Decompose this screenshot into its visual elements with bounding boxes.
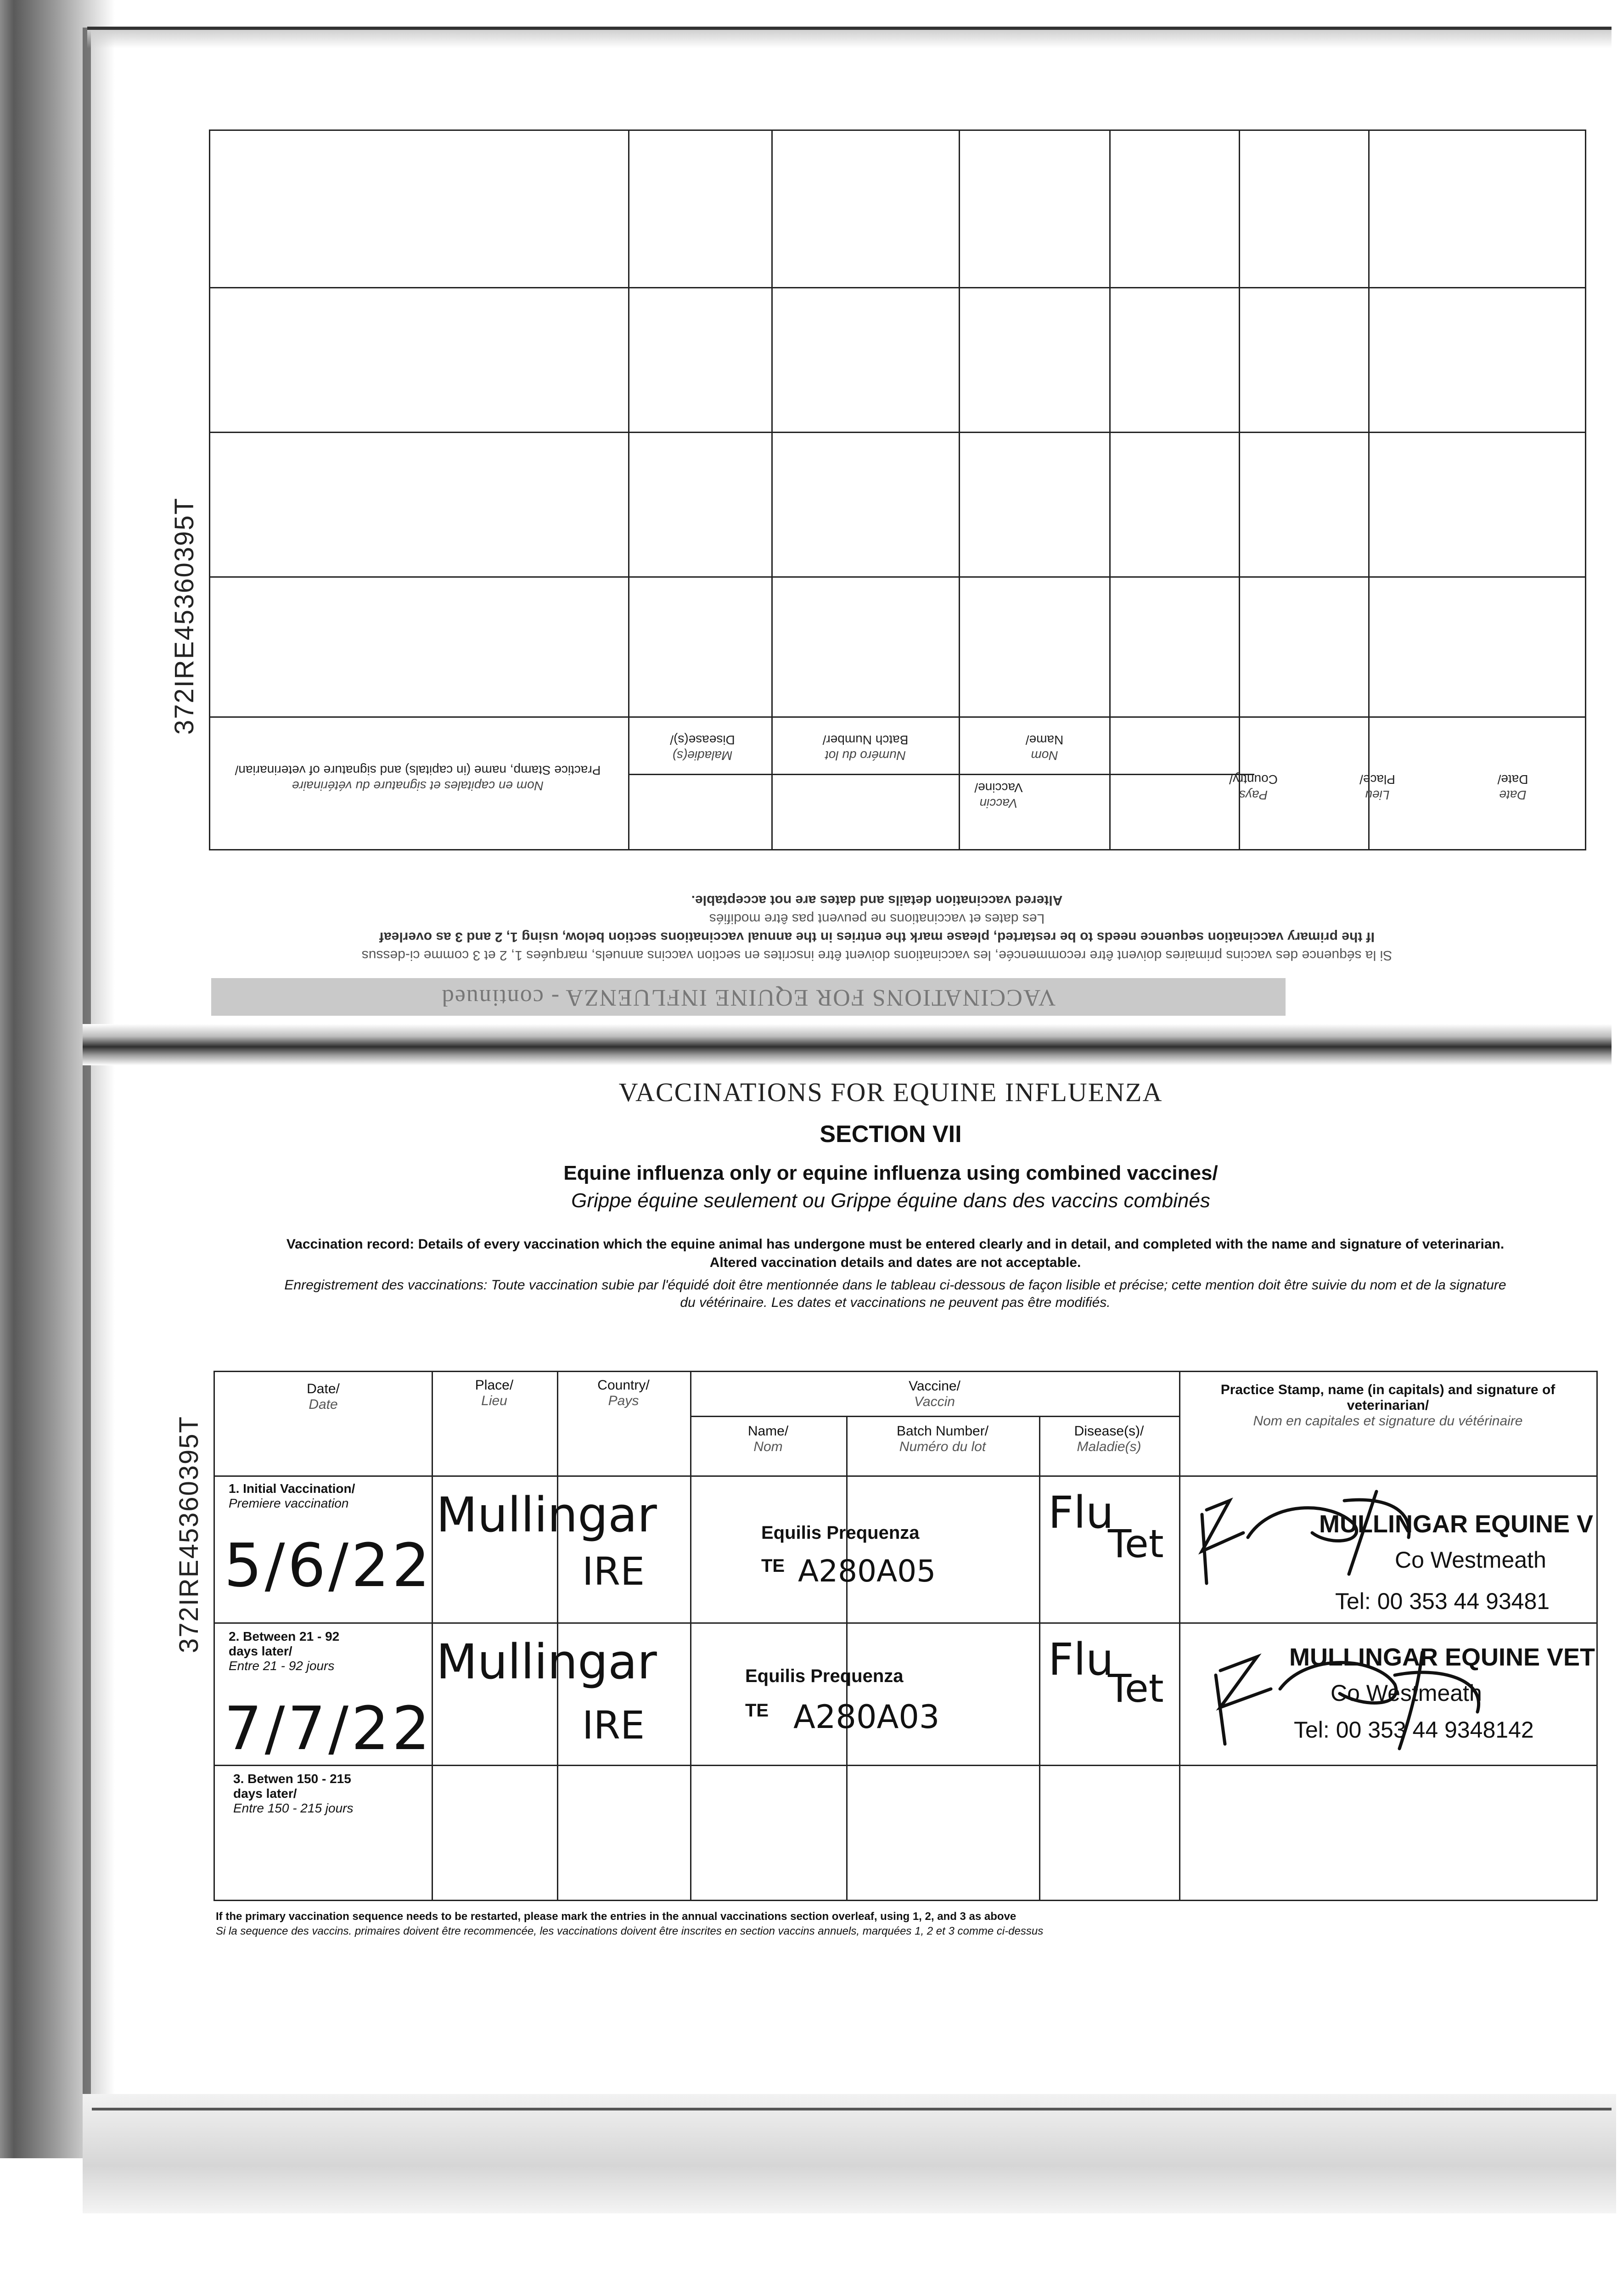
row-1-disease-2: Tet: [1108, 1521, 1164, 1566]
header-date-en: Date/: [307, 1381, 340, 1396]
footer-note-english: If the primary vaccination sequence needs to be restarted, please mark the entries in the annual vaccinations section overleaf, using 1, 2, and 3 as above: [216, 1910, 1016, 1923]
row-1-label: [229, 1481, 355, 1511]
row-3-label-en: 3. Betwen 150 - 215: [233, 1772, 351, 1786]
upper-header-name: Nom Name/: [1025, 733, 1064, 763]
subtitle-english: Equine influenza only or equine influenza using combined vaccines/: [563, 1162, 1218, 1184]
scan-shadow-left: [0, 0, 115, 2158]
header-name-en: Name/: [747, 1424, 789, 1439]
upper-header-disease: Maladie(s) Disease(s)/: [670, 733, 735, 763]
upper-note-altered-fr: Les dates et vaccinations ne peuvent pas être modifiés: [709, 911, 1045, 926]
header-batch-fr: Numéro du lot: [899, 1439, 986, 1454]
record-instructions-french: [211, 1277, 1579, 1311]
row-2-place: Mullingar: [436, 1634, 657, 1690]
row-1-label-fr: Premiere vaccination: [229, 1496, 349, 1510]
page-bottom-edge: [92, 2108, 1612, 2110]
header-country: [557, 1378, 690, 1409]
table-line: [690, 1416, 1179, 1417]
row-1-vaccine-name: Equilis Prequenza: [761, 1523, 920, 1543]
table-line: [215, 1475, 1598, 1477]
row-2-vaccine-name: Equilis Prequenza: [745, 1666, 904, 1686]
header-disease: [1039, 1424, 1179, 1455]
header-place: [432, 1378, 557, 1409]
header-vaccine-fr: Vaccin: [914, 1394, 955, 1409]
header-vaccine: [690, 1379, 1179, 1410]
grid-line: [210, 287, 1585, 288]
upper-header-country: Pays Country/: [1229, 772, 1278, 802]
upper-note-restart: If the primary vaccination sequence needs to be restarted, please mark the entries in the annual vaccinations section below, using 1, 2 and 3 as overleaf: [379, 929, 1375, 945]
table-line: [215, 1622, 1598, 1624]
row-1-place: Mullingar: [436, 1487, 657, 1543]
header-stamp-fr: Nom en capitales et signature du vétérinaire: [1253, 1413, 1523, 1429]
vaccination-table: [213, 1371, 1598, 1901]
header-name-fr: Nom: [753, 1439, 783, 1454]
row-2-label-fr: Entre 21 - 92 jours: [229, 1659, 335, 1673]
row-1-date: 5/6/22: [224, 1531, 433, 1600]
row-2-vaccine-type: TE: [745, 1700, 769, 1721]
row-1-signature: [1193, 1482, 1450, 1593]
page-top-edge: [87, 27, 1612, 30]
header-disease-en: Disease(s)/: [1074, 1424, 1144, 1439]
row-3-label-fr: Entre 150 - 215 jours: [233, 1801, 354, 1815]
header-vaccine-en: Vaccine/: [909, 1379, 960, 1394]
header-country-fr: Pays: [608, 1393, 639, 1408]
table-line: [1039, 1417, 1040, 1901]
table-line: [432, 1372, 433, 1901]
header-stamp-en: Practice Stamp, name (in capitals) and signature of veterinarian/: [1220, 1382, 1556, 1413]
row-1-label-en: 1. Initial Vaccination/: [229, 1481, 355, 1496]
upper-header-vaccine: Vaccin Vaccine/: [974, 781, 1023, 810]
header-batch-en: Batch Number/: [896, 1424, 989, 1439]
row-2-stamp-line1: MULLINGAR EQUINE VET: [1289, 1643, 1595, 1671]
header-name: [690, 1424, 846, 1455]
upper-header-date: Date Date/: [1497, 772, 1528, 802]
upper-notes: [257, 859, 1497, 964]
record-text-fr2: du vétérinaire. Les dates et vaccinations ne peuvent pas être modifiés.: [680, 1295, 1111, 1310]
row-2-date: 7/7/22: [224, 1694, 433, 1763]
row-3-label-en2: days later/: [233, 1786, 297, 1801]
row-2-disease-2: Tet: [1108, 1666, 1164, 1711]
row-2-label-en: 2. Between 21 - 92: [229, 1629, 340, 1643]
serial-number-upper: 372IRE45360395T: [169, 497, 199, 735]
row-2-signature: [1202, 1634, 1523, 1753]
page-bottom-shade: [83, 2094, 1616, 2213]
row-1-stamp-line3: Tel: 00 353 44 93481: [1335, 1588, 1550, 1614]
row-1-batch: A280A05: [798, 1553, 936, 1589]
header-place-fr: Lieu: [481, 1393, 507, 1408]
upper-note-restart-fr: Si la séquence des vaccins primaires doivent être recommencée, les vaccinations doivent être inscrites en section vaccins annuels, marquées 1, 2 et 3 comme ci-dessus: [361, 948, 1393, 963]
row-2-label: [229, 1629, 339, 1673]
header-disease-fr: Maladie(s): [1077, 1439, 1141, 1454]
section-heading: SECTION VII: [820, 1121, 962, 1148]
record-text-fr: Enregistrement des vaccinations: Toute vaccination subie par l'équidé doit être mentionnée dans le tableau ci-dessous de façon lisible et précise; cette mention doit être suivie du nom et de la signature: [284, 1277, 1506, 1293]
upper-header-stamp: Nom en capitales et signature du vétérinaire Practice Stamp, name (in capitals) and signature of veterinarian/: [235, 763, 601, 793]
header-country-en: Country/: [597, 1378, 650, 1393]
row-1-vaccine-type: TE: [761, 1556, 785, 1576]
header-date-fr: Date: [309, 1397, 338, 1412]
page-fold: [83, 1024, 1612, 1065]
row-1-stamp-line1: MULLINGAR EQUINE V: [1319, 1510, 1594, 1538]
header-batch: [846, 1424, 1039, 1455]
upper-title-band-text: VACCINATIONS FOR EQUINE INFLUENZA - continued: [441, 985, 1056, 1011]
serial-number-lower: 372IRE45360395T: [174, 1416, 204, 1653]
grid-line: [210, 576, 1585, 578]
upper-header-batch: Numéro du lot Batch Number/: [822, 733, 909, 763]
grid-line: [210, 432, 1585, 433]
table-line: [846, 1417, 848, 1901]
row-2-stamp-line3: Tel: 00 353 44 9348142: [1294, 1717, 1534, 1743]
upper-header-place: Lieu Place/: [1359, 772, 1395, 802]
row-2-batch: A280A03: [793, 1698, 940, 1736]
header-stamp: [1184, 1382, 1592, 1429]
page-title: VACCINATIONS FOR EQUINE INFLUENZA: [618, 1077, 1163, 1107]
row-2-country: IRE: [582, 1703, 645, 1748]
subtitle-french: Grippe équine seulement ou Grippe équine dans des vaccins combinés: [571, 1189, 1210, 1212]
header-place-en: Place/: [475, 1378, 514, 1393]
table-line: [1179, 1372, 1180, 1901]
row-1-disease: Flu: [1048, 1487, 1114, 1538]
scan-edge-line: [83, 28, 91, 2122]
record-instructions-english: [211, 1235, 1579, 1272]
upper-table-headers: [209, 716, 1586, 822]
page-top-shade: [87, 30, 1612, 48]
row-2-disease: Flu: [1048, 1634, 1114, 1685]
row-1-stamp-line2: Co Westmeath: [1395, 1547, 1546, 1573]
footer-note-french: Si la sequence des vaccins. primaires doivent être recommencée, les vaccinations doivent être inscrites en section vaccins annuels, marquées 1, 2 et 3 comme ci-dessus: [216, 1925, 1044, 1937]
row-3-label: [233, 1772, 354, 1816]
header-date: [215, 1381, 432, 1412]
upper-note-altered: Altered vaccination details and dates are not acceptable.: [691, 893, 1063, 908]
record-text-en: Vaccination record: Details of every vaccination which the equine animal has undergone must be entered clearly and in detail, and completed with the name and signature of veterinarian.: [286, 1237, 1505, 1252]
table-line: [215, 1765, 1598, 1766]
row-2-label-en2: days later/: [229, 1644, 292, 1658]
record-text-en2: Altered vaccination details and dates are not acceptable.: [709, 1255, 1081, 1270]
row-2-stamp-line2: Co Westmeath: [1331, 1680, 1482, 1706]
row-1-country: IRE: [582, 1549, 645, 1594]
